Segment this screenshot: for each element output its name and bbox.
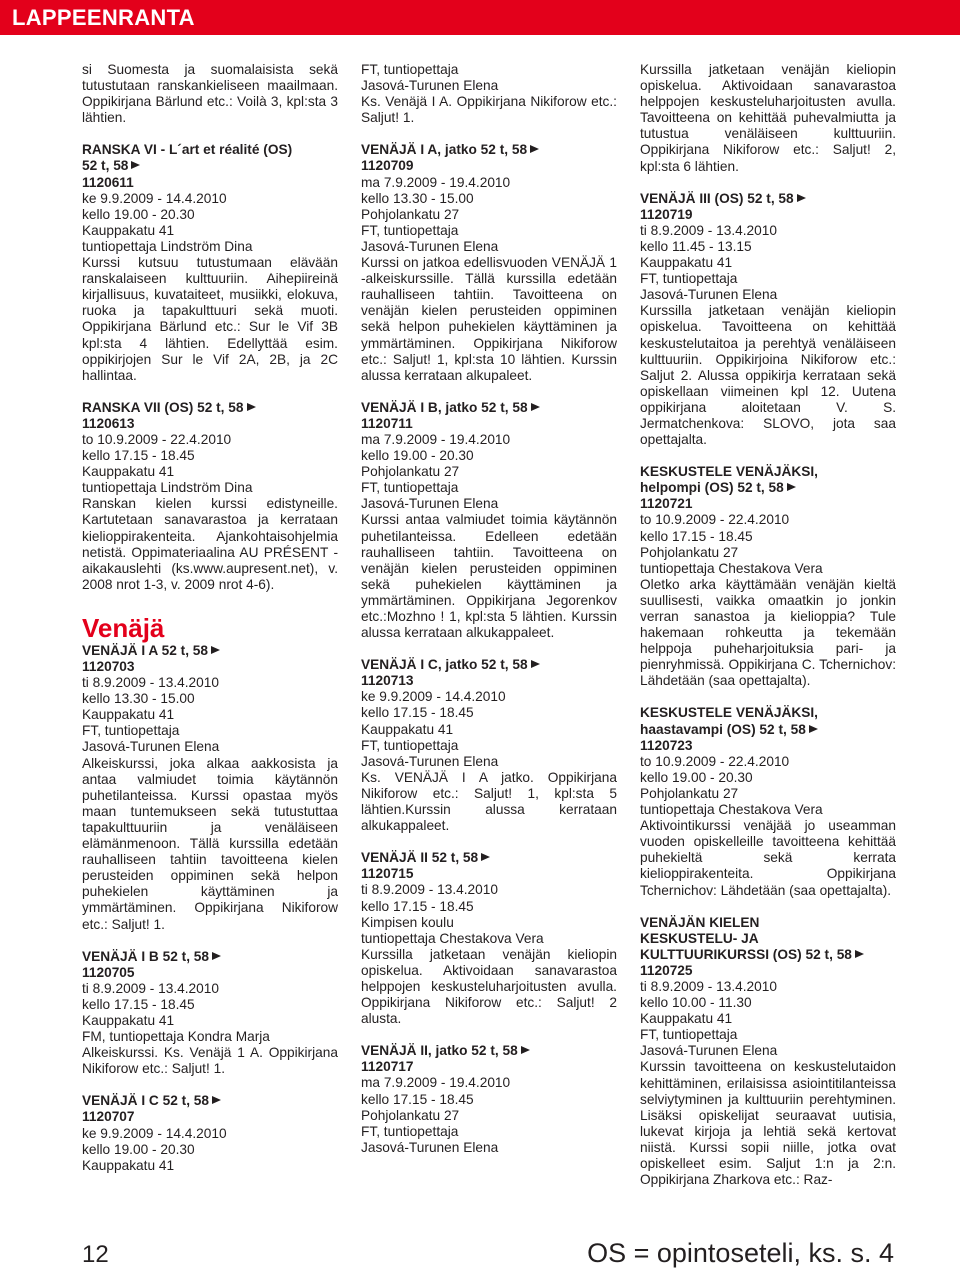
- course-teacher: Jasová-Turunen Elena: [82, 739, 220, 755]
- course-dates: ke 9.9.2009 - 14.4.2010: [361, 689, 506, 705]
- euro-icon: [521, 1046, 530, 1054]
- course-code: 1120709: [361, 158, 414, 174]
- course-block: [82, 400, 338, 593]
- course-code: 1120705: [82, 964, 135, 980]
- euro-icon: [211, 646, 220, 654]
- course-code: 1120715: [361, 866, 414, 882]
- course-code: 1120711: [361, 415, 413, 431]
- column-2: [361, 62, 617, 1156]
- course-block: [361, 400, 617, 641]
- course-teacher: tuntiopettaja Lindström Dina: [82, 480, 253, 496]
- course-role: FT, tuntiopettaja: [361, 222, 459, 238]
- course-description: Kurssilla jatketaan venäjän kieliopin opiskelua. Aktivoidaan sanavarastoa helppojen keskusteluharjoitusten avulla. Oppikirjana Nikiforow etc.: Saljut! 2 alusta.: [361, 946, 617, 1027]
- course-time: kello 19.00 - 20.30: [82, 206, 195, 222]
- course-code: 1120713: [361, 673, 414, 689]
- course-code: 1120613: [82, 415, 135, 431]
- course-role: FT, tuntiopettaja: [361, 62, 459, 77]
- course-block: [82, 142, 338, 383]
- page-title: LAPPEENRANTA: [12, 5, 195, 30]
- course-place: Kauppakatu 41: [361, 721, 454, 737]
- course-description: Kurssilla jatketaan venäjän kieliopin opiskelua. Aktivoidaan sanavarastoa helppojen keskusteluharjoitusten avulla. Tavoitteena on kehittää puhevalmiutta ja tutustua venäläiseen kulttuuriin. Oppikirjana Nikiforow etc.: Saljut! 2, kpl:sta 6 lähtien.: [640, 62, 896, 174]
- page-number: 12: [82, 1241, 109, 1268]
- course-title: VENÄJÄ I B, jatko 52 t, 58: [361, 400, 617, 416]
- course-description: Ranskan kielen kurssi edistyneille. Kartutetaan sanavarastoa ja kerrataan kielioppirakenteita. Ajankohtaisohjelmia netistä. Oppimateriaalina AU PRÉSENT -aikakauslehti (ks.www.aupresent.net), v. 2008 nrot 1-3, v. 2009 nrot 4-6).: [82, 496, 338, 592]
- course-teacher: tuntiopettaja Chestakova Vera: [640, 802, 823, 818]
- course-teacher: Jasová-Turunen Elena: [361, 496, 499, 512]
- euro-icon: [809, 725, 818, 733]
- course-description: Alkeiskurssi, joka alkaa aakkosista ja antaa valmiudet toimia käytännön puhetilanteissa. Kurssi opastaa myös maan tuntemukseen sekä tutustuttaa tapakulttuuriin ja venäläiseen elämänmenoon. Tällä kurssilla edetään rauhalliseen tahtiin tavoitteena kielen perusteiden oppiminen sekä helpon puhekielen käyttäminen ja ymmärtäminen. Oppikirjana Nikiforow etc.: Saljut! 1.: [82, 755, 338, 932]
- course-block: [640, 915, 896, 1189]
- course-place: Kauppakatu 41: [82, 464, 175, 480]
- course-time: kello 17.15 - 18.45: [82, 448, 195, 464]
- course-block: [361, 142, 617, 383]
- course-dates: ti 8.9.2009 - 13.4.2010: [82, 980, 219, 996]
- course-code: 1120703: [82, 659, 135, 674]
- column-1: [82, 62, 338, 1174]
- course-place: Kauppakatu 41: [640, 1011, 733, 1027]
- course-dates: to 10.9.2009 - 22.4.2010: [640, 753, 790, 769]
- course-role: FT, tuntiopettaja: [640, 1027, 738, 1043]
- euro-icon: [531, 403, 540, 411]
- course-time: kello 17.15 - 18.45: [82, 996, 195, 1012]
- course-place: Pohjolankatu 27: [361, 1107, 460, 1123]
- course-description: Kurssi on jatkoa edellisvuoden VENÄJÄ 1 -alkeiskurssille. Tällä kurssilla edetään rauhalliseen tahtiin. Tavoitteena on venäjän kielen perusteiden oppiminen sekä helpon puhekielen käyttäminen ja ymmärtäminen. Oppikirjana Nikiforow etc.: Saljut! 1, kpl:sta 10 lähtien. Kurssin alussa kerrataan alkupaleet.: [361, 255, 617, 383]
- course-time: kello 19.00 - 20.30: [361, 448, 474, 464]
- course-dates: to 10.9.2009 - 22.4.2010: [82, 431, 232, 447]
- course-title: VENÄJÄ III (OS) 52 t, 58: [640, 191, 896, 207]
- course-role: FT, tuntiopettaja: [82, 723, 180, 739]
- course-block: [361, 657, 617, 834]
- course-place: Kimpisen koulu: [361, 914, 454, 930]
- course-code: 1120725: [640, 962, 693, 978]
- euro-icon: [787, 483, 796, 491]
- course-continuation: [361, 62, 617, 126]
- course-teacher: Jasová-Turunen Elena: [361, 78, 499, 94]
- course-time: kello 19.00 - 20.30: [640, 769, 753, 785]
- course-title: VENÄJÄ I C 52 t, 58: [82, 1093, 338, 1109]
- course-place: Pohjolankatu 27: [640, 785, 739, 801]
- course-dates: ti 8.9.2009 - 13.4.2010: [82, 675, 219, 691]
- course-description: Aktivointikurssi venäjää jo useamman vuoden opiskelleille tavoitteena kehittää puhekieltä sekä kerrata kielioppirakenteita. Oppikirjana Tchernichov: Lähdetään (saa opettajalta).: [640, 818, 896, 898]
- course-place: Pohjolankatu 27: [361, 206, 460, 222]
- course-teacher: tuntiopettaja Lindström Dina: [82, 238, 253, 254]
- course-dates: ke 9.9.2009 - 14.4.2010: [82, 1125, 227, 1141]
- course-block: [640, 705, 896, 898]
- course-title-line-2: helpompi (OS) 52 t, 58: [640, 480, 896, 496]
- course-title-line-2: KESKUSTELU- JA: [640, 930, 759, 946]
- course-description: Ks. VENÄJÄ I A jatko. Oppikirjana Nikiforow etc.: Saljut! 1, kpl:sta 5 lähtien.Kurssin alussa kerrataan alkukappaleet.: [361, 769, 617, 834]
- course-title-line-2: haastavampi (OS) 52 t, 58: [640, 722, 896, 738]
- course-title: KESKUSTELE VENÄJÄKSI,: [640, 464, 818, 480]
- course-role: FT, tuntiopettaja: [361, 737, 459, 753]
- course-block: [82, 1093, 338, 1173]
- course-title: KESKUSTELE VENÄJÄKSI,: [640, 705, 818, 721]
- course-code: 1120707: [82, 1109, 135, 1125]
- course-time: kello 17.15 - 18.45: [361, 1091, 474, 1107]
- course-title: VENÄJÄN KIELEN: [640, 914, 760, 930]
- course-block: [361, 850, 617, 1027]
- course-place: Kauppakatu 41: [82, 222, 175, 238]
- course-teacher: FM, tuntiopettaja Kondra Marja: [82, 1029, 270, 1045]
- course-dates: ti 8.9.2009 - 13.4.2010: [640, 978, 777, 994]
- course-title-line-3: KULTTUURIKURSSI (OS) 52 t, 58: [640, 947, 896, 963]
- course-title: VENÄJÄ I A 52 t, 58: [82, 643, 338, 659]
- footer-note: OS = opintoseteli, ks. s. 4: [587, 1238, 894, 1268]
- course-teacher: Jasová-Turunen Elena: [361, 238, 499, 254]
- course-description: Kurssin tavoitteena on keskustelutaidon kehittäminen, erilaisissa asiointitilanteissa selviytyminen ja kulttuuriin perehtyminen. Lisäksi opiskelijat seuraavat uutisia, lukevat kirjoja ja lehtiä sekä kertovat niistä. Kurssi sopii niille, jotka ovat opiskelleet esim. Saljut 1:n ja 2:n. Oppikirjana Zharkova etc.: Raz-: [640, 1059, 896, 1188]
- course-role: FT, tuntiopettaja: [361, 1123, 459, 1139]
- course-description: Oletko arka käyttämään venäjän kieltä suullisesti, vaikka omaatkin jo jonkin verran sanastoa ja kielioppia? Tule hakemaan rohkeutta ja tekemään helppoja puheharjoituksia pari- ja pienryhmissä. Oppikirjana C. Tchernichov: Lähdetään (saa opettajalta).: [640, 576, 896, 689]
- course-time: kello 17.15 - 18.45: [640, 528, 753, 544]
- course-title: RANSKA VI - L´art et réalité (OS): [82, 142, 293, 158]
- course-place: Kauppakatu 41: [82, 1157, 175, 1173]
- course-title: RANSKA VII (OS) 52 t, 58: [82, 400, 338, 416]
- course-code: 1120611: [82, 174, 134, 190]
- course-dates: ma 7.9.2009 - 19.4.2010: [361, 174, 511, 190]
- course-place: Kauppakatu 41: [82, 1012, 175, 1028]
- euro-icon: [855, 950, 864, 958]
- course-block: [640, 464, 896, 689]
- course-teacher: Jasová-Turunen Elena: [361, 1139, 499, 1155]
- course-code: 1120723: [640, 737, 693, 753]
- course-block: [361, 1043, 617, 1156]
- euro-icon: [797, 194, 806, 202]
- course-title: VENÄJÄ I A, jatko 52 t, 58: [361, 142, 617, 158]
- course-teacher: Jasová-Turunen Elena: [640, 287, 778, 303]
- course-price: 52 t, 58: [82, 158, 338, 174]
- course-block: [82, 949, 338, 1078]
- course-dates: ti 8.9.2009 - 13.4.2010: [640, 222, 777, 238]
- course-role: FT, tuntiopettaja: [361, 480, 459, 496]
- course-code: 1120717: [361, 1059, 414, 1075]
- euro-icon: [530, 145, 539, 153]
- course-block: [640, 191, 896, 449]
- course-description: Kurssi kutsuu tutustumaan elävään ranskalaiseen kulttuuriin. Aihepiireinä kirjallisuus, kuvataiteet, musiikki, elokuva, ruoka ja tapakulttuuri sekä muoti. Oppikirjana Bärlund etc.: Sur le Vif 3B kpl:sta 4 lähtien. Edellyttää esim. oppikirjojen Sur le Vif 2A, 2B, ja 2C hallintaa.: [82, 255, 338, 383]
- course-place: Kauppakatu 41: [640, 255, 733, 271]
- course-time: kello 17.15 - 18.45: [361, 705, 474, 721]
- course-teacher: tuntiopettaja Chestakova Vera: [640, 560, 823, 576]
- header-bar: [0, 0, 960, 35]
- course-title: VENÄJÄ I B 52 t, 58: [82, 949, 338, 965]
- course-code: 1120721: [640, 496, 693, 512]
- course-dates: ma 7.9.2009 - 19.4.2010: [361, 431, 511, 447]
- course-dates: ti 8.9.2009 - 13.4.2010: [361, 882, 498, 898]
- intro-text: si Suomesta ja suomalaisista sekä tutustutaan ranskankieliseen maailmaan. Oppikirjana Bärlund etc.: Voilà 3, kpl:sta 3 lähtien.: [82, 62, 338, 126]
- course-time: kello 13.30 - 15.00: [82, 691, 195, 707]
- course-code: 1120719: [640, 206, 693, 222]
- course-title: VENÄJÄ II, jatko 52 t, 58: [361, 1043, 617, 1059]
- euro-icon: [481, 853, 490, 861]
- course-teacher: Jasová-Turunen Elena: [640, 1043, 778, 1059]
- course-time: kello 17.15 - 18.45: [361, 898, 474, 914]
- euro-icon: [131, 161, 140, 169]
- course-role: FT, tuntiopettaja: [640, 271, 738, 287]
- course-teacher: tuntiopettaja Chestakova Vera: [361, 930, 544, 946]
- euro-icon: [531, 660, 540, 668]
- course-dates: to 10.9.2009 - 22.4.2010: [640, 512, 790, 528]
- euro-icon: [212, 1096, 221, 1104]
- course-description: Kurssilla jatketaan venäjän kieliopin opiskelua. Tavoitteena on kehittää keskustelutaitoa ja perehtyä venäläiseen kulttuuriin. Oppikirjoina Nikiforow etc.: Saljut 2. Alussa oppikirja kerrataan sekä opiskellaan viimeinen kpl 12. Uutena oppikirjana aloitetaan V. S. Jermatchenkova: SLOVO, jota saa opettajalta.: [640, 303, 896, 448]
- course-description: Kurssi antaa valmiudet toimia käytännön puhetilanteissa. Edelleen edetään rauhalliseen tahtiin. Tavoitteena on venäjän kielen perusteiden oppiminen sekä puhekielen käyttäminen ja ymmärtäminen. Oppikirjana Jegorenkov etc.:Mozhno ! 1, kpl:sta 5 lähtien. Kurssin alussa kerrataan alkukappaleet.: [361, 512, 617, 641]
- course-time: kello 19.00 - 20.30: [82, 1141, 195, 1157]
- course-time: kello 11.45 - 13.15: [640, 238, 752, 254]
- course-place: Pohjolankatu 27: [361, 464, 460, 480]
- course-dates: ma 7.9.2009 - 19.4.2010: [361, 1075, 511, 1091]
- course-description: Ks. Venäjä I A. Oppikirjana Nikiforow etc.: Saljut! 1.: [361, 94, 617, 126]
- course-block: [82, 643, 338, 933]
- euro-icon: [247, 403, 256, 411]
- column-3: [640, 62, 896, 1188]
- course-title: VENÄJÄ II 52 t, 58: [361, 850, 617, 866]
- course-title: VENÄJÄ I C, jatko 52 t, 58: [361, 657, 617, 673]
- euro-icon: [212, 952, 221, 960]
- course-place: Pohjolankatu 27: [640, 544, 739, 560]
- section-heading: Venäjä: [82, 612, 165, 643]
- course-place: Kauppakatu 41: [82, 707, 175, 723]
- course-time: kello 13.30 - 15.00: [361, 190, 474, 206]
- course-description: Alkeiskurssi. Ks. Venäjä 1 A. Oppikirjana Nikiforow etc.: Saljut! 1.: [82, 1045, 338, 1077]
- course-time: kello 10.00 - 11.30: [640, 995, 752, 1011]
- course-dates: ke 9.9.2009 - 14.4.2010: [82, 190, 227, 206]
- course-teacher: Jasová-Turunen Elena: [361, 753, 499, 769]
